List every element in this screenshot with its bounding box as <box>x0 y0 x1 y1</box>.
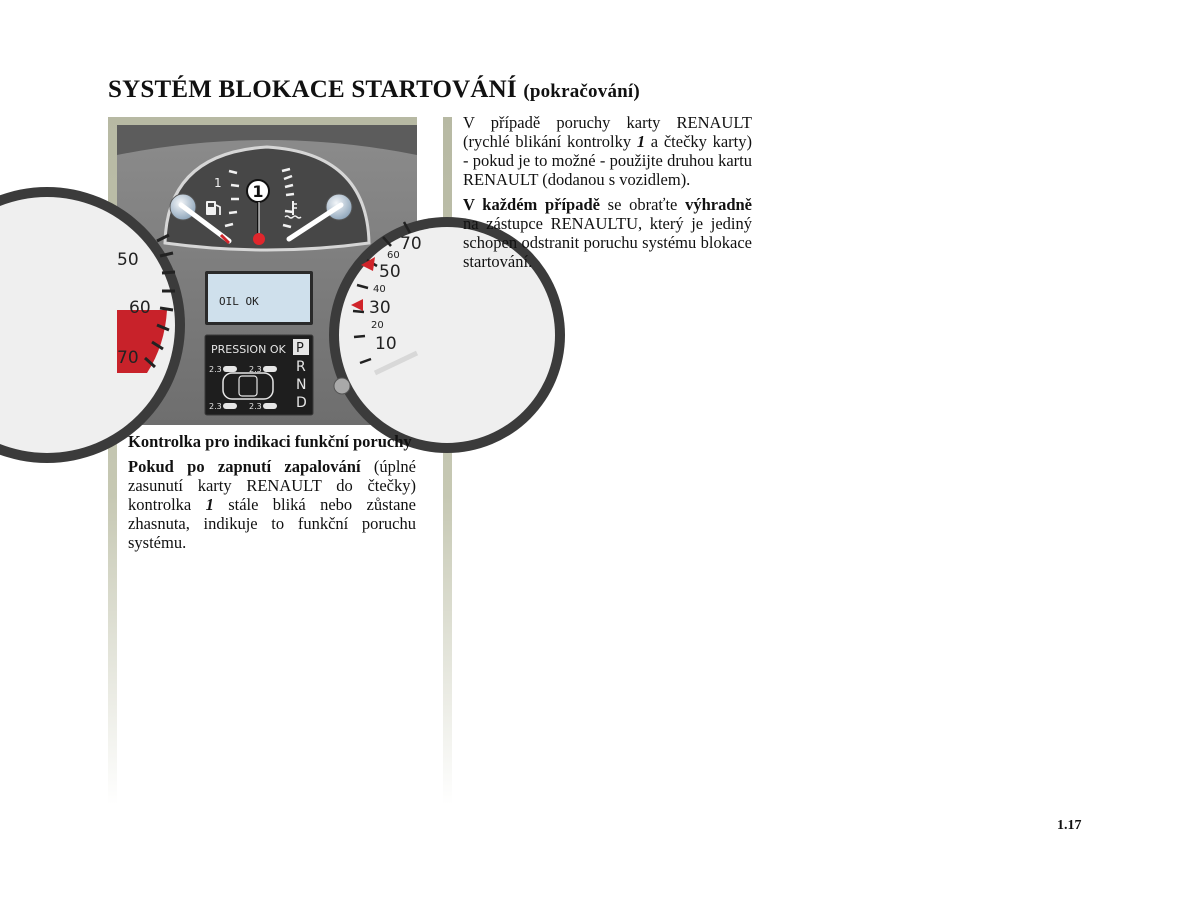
dashboard-illustration <box>117 125 422 425</box>
page-number: 1.17 <box>1057 818 1082 833</box>
ignition-bold: Pokud po zapnutí zapalování <box>128 457 361 476</box>
ignition-paragraph: Pokud po zapnutí zapalování (úplné zasunutí karty RENAULT do čtečky) kontrolka 1 stále bliká nebo zůstane zhasnuta, indikuje to funkční poruchu systému. <box>128 457 417 552</box>
fuel-gauge-mark: 1 <box>214 176 222 190</box>
right-gauge-label-50: 50 <box>379 262 401 282</box>
right-gauge-label-30: 30 <box>369 298 391 318</box>
tyre-front-right: 2.3 <box>249 365 262 374</box>
left-column <box>128 432 416 558</box>
trip-reset-knob <box>334 378 350 394</box>
fault-light-heading: Kontrolka pro indikaci funkční poruchy <box>128 432 412 451</box>
right-gauge-label-60: 60 <box>387 250 400 261</box>
right-gauge-label-70: 70 <box>400 234 422 254</box>
page-title <box>108 76 640 104</box>
lcd-oil-status: OIL OK <box>219 295 259 308</box>
left-gauge-label-60: 60 <box>129 298 151 318</box>
title-subtitle: (pokračování) <box>523 81 640 102</box>
right-gauge-label-20: 20 <box>371 320 384 331</box>
title-main: SYSTÉM BLOKACE STARTOVÁNÍ <box>108 76 517 103</box>
gear-n: N <box>296 377 307 393</box>
right-column <box>463 113 752 277</box>
callout-ref: 1 <box>205 495 214 514</box>
right-gauge-label-10: 10 <box>375 334 397 354</box>
left-gauge-label-70: 70 <box>117 348 139 368</box>
figure-top-band <box>117 117 417 125</box>
gear-r: R <box>296 359 306 375</box>
contact-dealer-paragraph: V každém případě se obraťte výhradně na zástupce RENAULTU, který je jediný schopen odstranit poruchu systému blokace startování. <box>463 195 753 271</box>
card-fault-paragraph: V případě poruchy karty RENAULT (rychlé blikání kontrolky 1 a čtečky karty) - pokud je to možné - použijte druhou kartu RENAULT (dodanou s vozidlem). <box>463 113 752 189</box>
tyre-rear-right: 2.3 <box>249 402 262 411</box>
gear-d: D <box>296 395 307 411</box>
fault-warning-light <box>253 233 265 245</box>
tyre-front-left: 2.3 <box>209 365 222 374</box>
tyre-pressure-status: PRESSION OK <box>211 343 286 356</box>
left-gauge-label-50: 50 <box>117 250 139 270</box>
tyre-rear-left: 2.3 <box>209 402 222 411</box>
callout-ref: 1 <box>636 132 646 151</box>
right-gauge-label-40: 40 <box>373 284 386 295</box>
gear-p: P <box>296 341 304 356</box>
callout-1-number: 1 <box>252 182 264 201</box>
